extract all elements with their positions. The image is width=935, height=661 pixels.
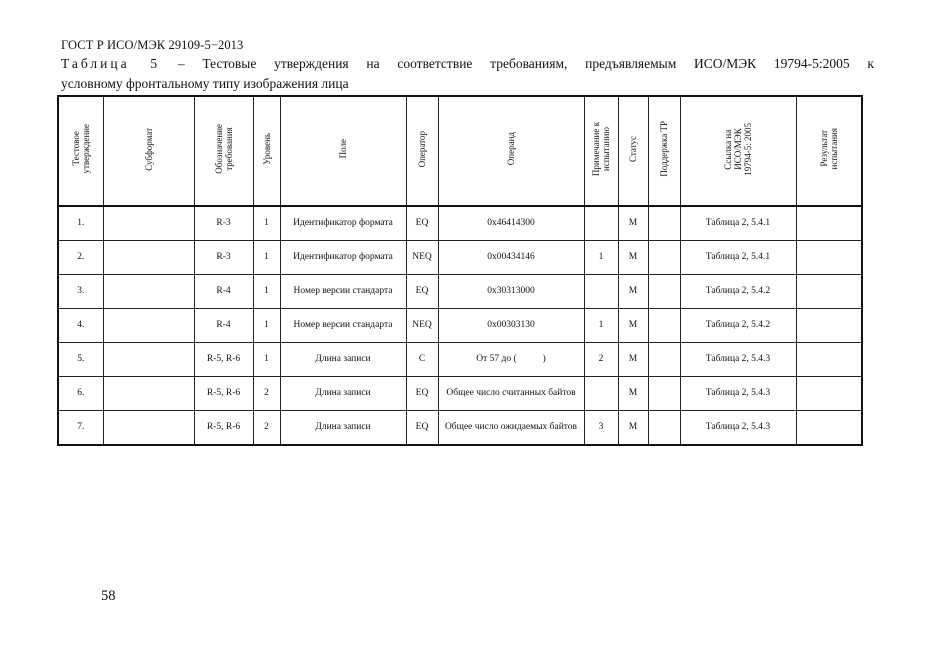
cell-note xyxy=(584,275,618,309)
cell-reference: Таблица 2, 5.4.3 xyxy=(680,411,796,446)
cell-reference: Таблица 2, 5.4.1 xyxy=(680,206,796,241)
cell-note: 1 xyxy=(584,241,618,275)
cell-level: 1 xyxy=(253,275,280,309)
table-row xyxy=(58,206,862,241)
cell-note: 1 xyxy=(584,309,618,343)
cell-field: Номер версии стандарта xyxy=(280,275,406,309)
cell-result xyxy=(796,411,862,446)
column-header-subformat: Субформат xyxy=(103,96,194,206)
table-caption-line1: – Тестовые утверждения на соответствие требованиям, предъявляемым ИСО/МЭК 19794-5:2005 к xyxy=(177,56,874,71)
cell-result xyxy=(796,309,862,343)
table-row xyxy=(58,275,862,309)
cell-result xyxy=(796,206,862,241)
cell-result xyxy=(796,377,862,411)
cell-reference: Таблица 2, 5.4.1 xyxy=(680,241,796,275)
cell-operator: EQ xyxy=(406,377,438,411)
cell-tp-support xyxy=(648,241,680,275)
cell-operand: 0x30313000 xyxy=(438,275,584,309)
cell-number: 4. xyxy=(58,309,103,343)
column-header-level: Уровень xyxy=(253,96,280,206)
cell-subformat xyxy=(103,309,194,343)
cell-operator: EQ xyxy=(406,206,438,241)
cell-operator: NEQ xyxy=(406,241,438,275)
cell-operand xyxy=(438,343,584,377)
table-caption-line2: условному фронтальному типу изображения лица xyxy=(61,76,349,91)
cell-requirement: R-3 xyxy=(194,206,253,241)
cell-tp-support xyxy=(648,343,680,377)
cell-result xyxy=(796,343,862,377)
column-header-assertion: Тестовое утверждение xyxy=(58,96,103,206)
cell-field: Длина записи xyxy=(280,411,406,446)
cell-operand: 0x46414300 xyxy=(438,206,584,241)
column-header-test-note: Примечание к испытанию xyxy=(584,96,618,206)
cell-requirement: R-5, R-6 xyxy=(194,343,253,377)
cell-note xyxy=(584,377,618,411)
cell-field: Номер версии стандарта xyxy=(280,309,406,343)
cell-number: 6. xyxy=(58,377,103,411)
cell-operand: Общее число ожидаемых байтов xyxy=(438,411,584,446)
cell-operand: 0x00303130 xyxy=(438,309,584,343)
cell-field: Идентификатор формата xyxy=(280,241,406,275)
cell-reference: Таблица 2, 5.4.3 xyxy=(680,343,796,377)
column-header-reference: Ссылка на ИСО/МЭК 19794-5: 2005 xyxy=(680,96,796,206)
table-header-row xyxy=(58,96,862,206)
cell-status: M xyxy=(618,377,648,411)
cell-reference: Таблица 2, 5.4.2 xyxy=(680,275,796,309)
cell-subformat xyxy=(103,241,194,275)
table-label: Таблица 5 xyxy=(61,56,161,71)
cell-status: M xyxy=(618,275,648,309)
cell-status: M xyxy=(618,343,648,377)
column-header-status: Статус xyxy=(618,96,648,206)
cell-field: Длина записи xyxy=(280,343,406,377)
test-assertions-table xyxy=(57,95,863,446)
cell-tp-support xyxy=(648,411,680,446)
table-row xyxy=(58,343,862,377)
cell-reference: Таблица 2, 5.4.2 xyxy=(680,309,796,343)
cell-requirement: R-4 xyxy=(194,309,253,343)
table-caption xyxy=(61,54,874,73)
cell-level: 2 xyxy=(253,411,280,446)
table-row xyxy=(58,411,862,446)
cell-operator: C xyxy=(406,343,438,377)
cell-level: 2 xyxy=(253,377,280,411)
cell-result xyxy=(796,241,862,275)
cell-field: Идентификатор формата xyxy=(280,206,406,241)
cell-subformat xyxy=(103,411,194,446)
cell-subformat xyxy=(103,377,194,411)
cell-requirement: R-5, R-6 xyxy=(194,411,253,446)
cell-subformat xyxy=(103,206,194,241)
document-id: ГОСТ Р ИСО/МЭК 29109-5−2013 xyxy=(61,38,244,52)
cell-number: 1. xyxy=(58,206,103,241)
operand-range-start: От 57 до ( xyxy=(476,354,517,364)
cell-subformat xyxy=(103,275,194,309)
cell-operator: EQ xyxy=(406,275,438,309)
cell-operator: EQ xyxy=(406,411,438,446)
cell-requirement: R-4 xyxy=(194,275,253,309)
cell-operand: 0x00434146 xyxy=(438,241,584,275)
cell-subformat xyxy=(103,343,194,377)
cell-status: M xyxy=(618,206,648,241)
column-header-tp-support: Поддержка ТР xyxy=(648,96,680,206)
cell-requirement: R-3 xyxy=(194,241,253,275)
cell-level: 1 xyxy=(253,206,280,241)
cell-status: M xyxy=(618,411,648,446)
table-row xyxy=(58,377,862,411)
cell-tp-support xyxy=(648,206,680,241)
operand-range-end: ) xyxy=(542,354,546,364)
cell-tp-support xyxy=(648,377,680,411)
cell-tp-support xyxy=(648,275,680,309)
cell-note xyxy=(584,206,618,241)
cell-level: 1 xyxy=(253,241,280,275)
cell-number: 3. xyxy=(58,275,103,309)
cell-number: 7. xyxy=(58,411,103,446)
cell-operator: NEQ xyxy=(406,309,438,343)
cell-level: 1 xyxy=(253,309,280,343)
cell-requirement: R-5, R-6 xyxy=(194,377,253,411)
column-header-operator: Оператор xyxy=(406,96,438,206)
cell-number: 5. xyxy=(58,343,103,377)
cell-level: 1 xyxy=(253,343,280,377)
column-header-field: Поле xyxy=(280,96,406,206)
cell-reference: Таблица 2, 5.4.3 xyxy=(680,377,796,411)
cell-note: 3 xyxy=(584,411,618,446)
column-header-result: Результат испытания xyxy=(796,96,862,206)
cell-number: 2. xyxy=(58,241,103,275)
cell-status: M xyxy=(618,309,648,343)
cell-note: 2 xyxy=(584,343,618,377)
cell-operand: Общее число считанных байтов xyxy=(438,377,584,411)
cell-result xyxy=(796,275,862,309)
column-header-requirement: Обозначение требования xyxy=(194,96,253,206)
cell-field: Длина записи xyxy=(280,377,406,411)
table-row xyxy=(58,241,862,275)
cell-tp-support xyxy=(648,309,680,343)
cell-status: M xyxy=(618,241,648,275)
page-number: 58 xyxy=(101,588,116,604)
column-header-operand: Операнд xyxy=(438,96,584,206)
table-row xyxy=(58,309,862,343)
